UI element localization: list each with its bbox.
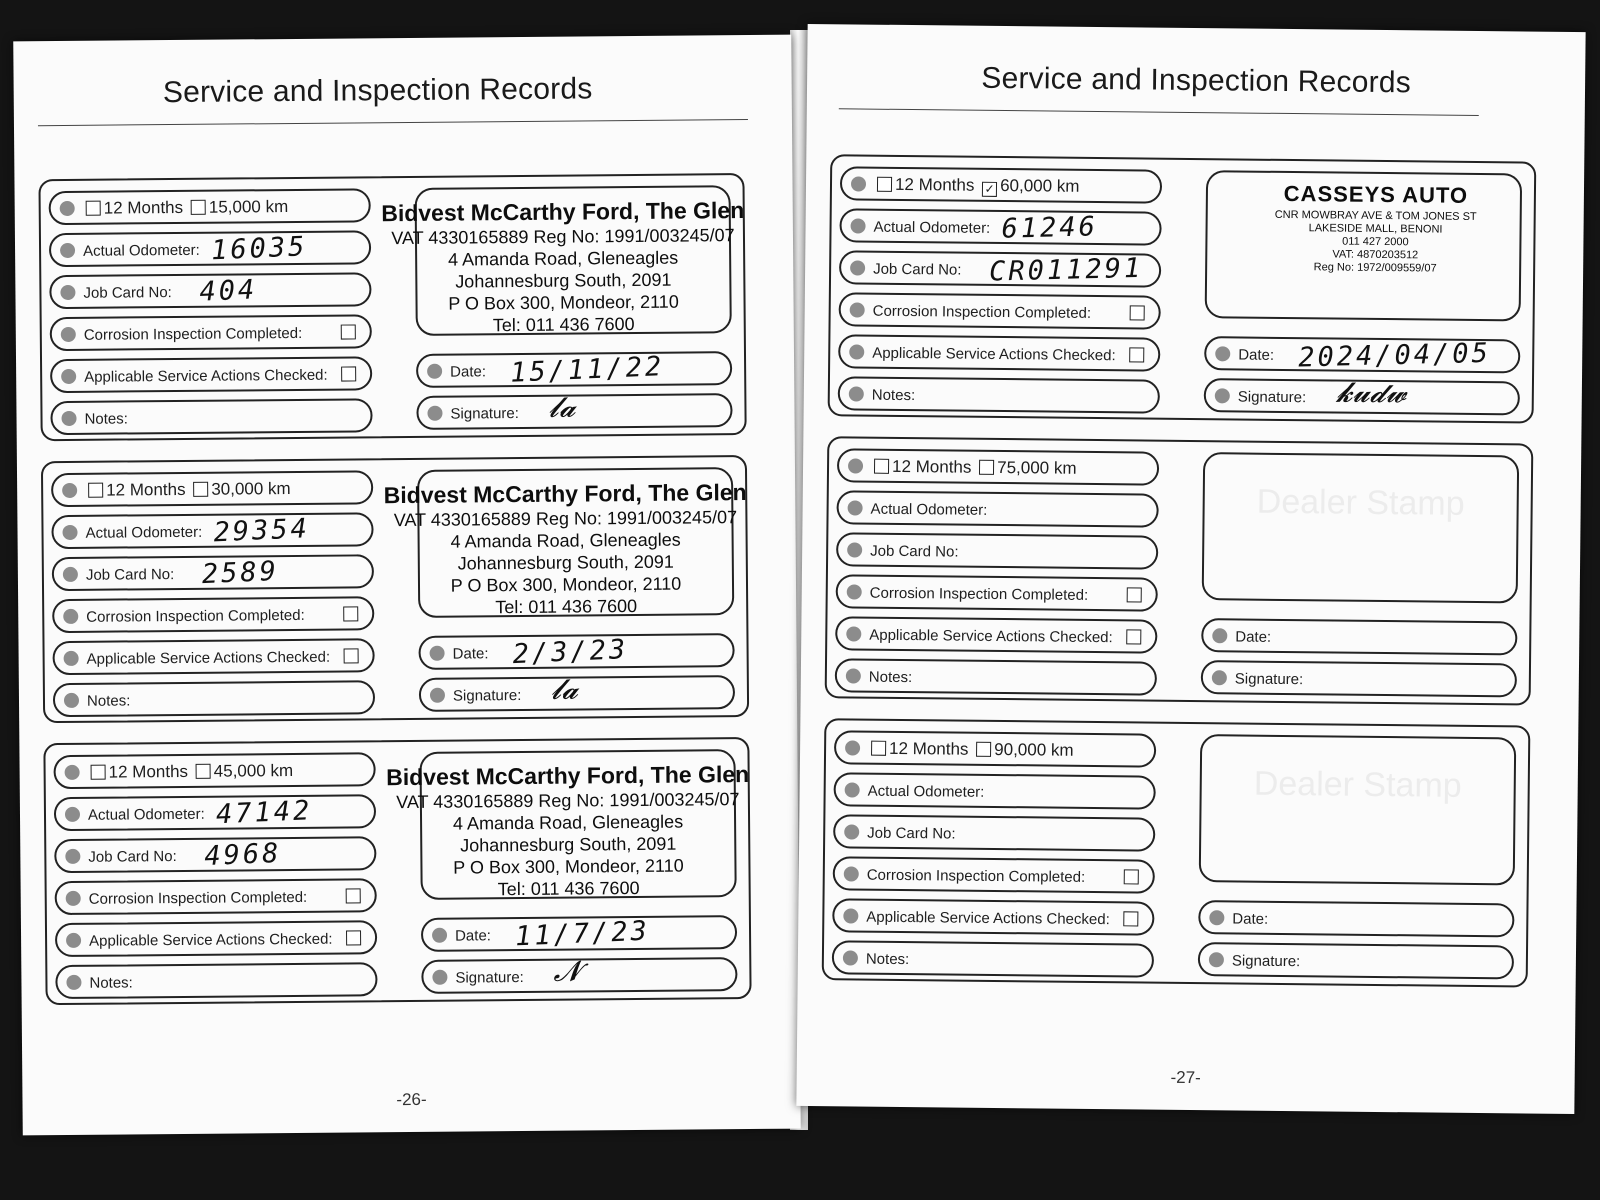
km-checkbox[interactable] <box>193 482 208 497</box>
corrosion-row <box>55 878 377 915</box>
signature-label: Signature: <box>455 968 524 987</box>
dealer-po-box: P O Box 300, Mondeor, 2110 <box>450 573 682 596</box>
notes-label: Notes: <box>868 668 913 687</box>
months-label: 12 Months <box>103 197 184 218</box>
bullet-icon <box>843 950 858 965</box>
page-number: -27- <box>1170 1067 1201 1088</box>
signature-row <box>421 954 737 994</box>
odometer-row <box>833 772 1155 809</box>
bullet-icon <box>1212 670 1227 685</box>
bullet-icon <box>1215 346 1230 361</box>
bullet-icon <box>65 765 80 780</box>
signature-row <box>1204 375 1520 415</box>
service-record-45000 <box>43 737 751 1005</box>
bullet-icon <box>851 176 866 191</box>
service-record-75000 <box>825 436 1534 705</box>
date-label: Date: <box>1235 628 1272 646</box>
bullet-icon <box>849 344 864 359</box>
bullet-icon <box>1212 628 1227 643</box>
job-card-row <box>833 814 1155 851</box>
service-record-15000 <box>38 173 746 441</box>
bullet-icon <box>60 243 75 258</box>
km-label: 75,000 km <box>997 457 1077 478</box>
corrosion-checkbox[interactable] <box>1130 305 1145 320</box>
km-label: 90,000 km <box>994 739 1074 760</box>
corrosion-row <box>833 856 1155 893</box>
notes-label: Notes: <box>89 974 133 992</box>
signature-label: Signature: <box>1234 670 1304 689</box>
km-label: 30,000 km <box>211 479 291 499</box>
dealer-name: CASSEYS AUTO <box>1283 180 1469 208</box>
service-actions-checkbox[interactable] <box>1126 629 1141 644</box>
bullet-icon <box>850 218 865 233</box>
corrosion-row <box>52 596 374 633</box>
months-label: 12 Months <box>891 456 972 477</box>
months-label: 12 Months <box>106 479 186 500</box>
dealer-stamp <box>363 197 764 337</box>
service-actions-row <box>832 898 1154 935</box>
signature-mark[interactable]: 𝓴𝓾𝓭𝔀 <box>1335 375 1407 410</box>
bullet-icon <box>850 302 865 317</box>
signature-row <box>1201 660 1517 697</box>
date-row <box>1201 618 1517 655</box>
dealer-stamp-box <box>383 467 747 618</box>
km-label: 45,000 km <box>213 761 294 781</box>
bullet-icon <box>847 584 862 599</box>
signature-label: Signature: <box>1231 952 1301 971</box>
job-card-label: Job Card No: <box>85 566 175 584</box>
dealer-po-box: P O Box 300, Mondeor, 2110 <box>448 291 679 314</box>
bullet-icon <box>845 782 860 797</box>
bullet-icon <box>427 406 442 421</box>
notes-label: Notes: <box>865 950 910 969</box>
bullet-icon <box>64 693 79 708</box>
job-card-label: Job Card No: <box>88 848 177 866</box>
bullet-icon <box>66 891 81 906</box>
bullet-icon <box>60 201 75 216</box>
interval-row <box>837 448 1159 485</box>
odometer-row <box>836 490 1158 527</box>
corrosion-checkbox[interactable] <box>341 324 356 339</box>
date-row <box>1198 900 1514 937</box>
bullet-icon <box>63 609 78 624</box>
corrosion-checkbox[interactable] <box>343 606 358 621</box>
dealer-stamp-box <box>1202 452 1520 603</box>
page-title: Service and Inspection Records <box>981 61 1412 100</box>
service-actions-row <box>55 920 377 957</box>
dealer-name: Bidvest McCarthy Ford, The Glen <box>381 197 745 227</box>
notes-row <box>53 680 375 717</box>
signature-row <box>1198 942 1514 979</box>
bullet-icon <box>846 668 861 683</box>
km-checkbox[interactable] <box>191 200 206 215</box>
bullet-icon <box>1209 910 1224 925</box>
bullet-icon <box>850 260 865 275</box>
bullet-icon <box>432 970 447 985</box>
dealer-phone: 011 427 2000 <box>1342 235 1409 249</box>
corrosion-label: Corrosion Inspection Completed: <box>88 888 308 908</box>
dealer-phone: Tel: 011 436 7600 <box>492 314 635 336</box>
job-card-label: Job Card No: <box>870 542 959 561</box>
dealer-stamp <box>368 761 769 901</box>
months-label: 12 Months <box>108 761 189 782</box>
bullet-icon <box>61 327 76 342</box>
date-row <box>421 915 737 952</box>
signature-row <box>416 390 732 430</box>
service-actions-checkbox[interactable] <box>346 930 361 945</box>
notes-label: Notes: <box>871 386 916 405</box>
bullet-icon <box>849 386 864 401</box>
corrosion-label: Corrosion Inspection Completed: <box>869 584 1089 604</box>
bullet-icon <box>844 824 859 839</box>
bullet-icon <box>65 849 80 864</box>
job-card-row <box>54 836 376 873</box>
service-actions-row <box>838 334 1160 371</box>
months-checkbox[interactable] <box>88 483 103 498</box>
bullet-icon <box>63 567 78 582</box>
service-record-90000 <box>822 718 1531 987</box>
odometer-label: Actual Odometer: <box>870 500 988 519</box>
odometer-row <box>839 208 1161 245</box>
service-actions-row <box>835 616 1157 653</box>
right-page <box>796 24 1585 1114</box>
date-label: Date: <box>452 645 489 663</box>
dealer-name: Bidvest McCarthy Ford, The Glen <box>383 479 747 509</box>
dealer-city: Johannesburg South, 2091 <box>457 551 674 574</box>
corrosion-checkbox[interactable] <box>1127 587 1142 602</box>
bullet-icon <box>1215 388 1230 403</box>
bullet-icon <box>843 908 858 923</box>
date-value[interactable]: 2024/04/05 <box>1297 337 1492 374</box>
service-actions-label: Applicable Service Actions Checked: <box>866 908 1110 929</box>
signature-mark[interactable]: 𝓝 <box>553 954 581 988</box>
months-label: 12 Months <box>894 174 975 195</box>
service-record-30000 <box>41 455 749 723</box>
job-card-row <box>52 554 374 591</box>
service-actions-checkbox[interactable] <box>341 366 356 381</box>
bullet-icon <box>847 542 862 557</box>
months-checkbox[interactable] <box>871 741 886 756</box>
date-row <box>1204 336 1520 373</box>
signature-row <box>419 672 735 712</box>
title-divider <box>839 108 1479 116</box>
odometer-value[interactable]: 61246 <box>1001 211 1099 245</box>
dealer-stamp-box <box>1205 170 1523 321</box>
dealer-po-box: P O Box 300, Mondeor, 2110 <box>453 855 684 878</box>
signature-label: Signature: <box>452 687 522 705</box>
odometer-label: Actual Odometer: <box>873 218 991 237</box>
dealer-phone: Tel: 011 436 7600 <box>495 595 638 618</box>
service-actions-row <box>52 638 374 675</box>
dealer-address: 4 Amanda Road, Gleneagles <box>447 247 679 270</box>
dealer-name: Bidvest McCarthy Ford, The Glen <box>386 761 750 791</box>
odometer-row <box>54 794 376 831</box>
date-row <box>418 633 734 670</box>
interval-row <box>51 470 373 507</box>
bullet-icon <box>65 807 80 822</box>
service-actions-label: Applicable Service Actions Checked: <box>86 648 331 668</box>
date-row <box>416 351 732 388</box>
corrosion-label: Corrosion Inspection Completed: <box>866 866 1086 886</box>
page-title: Service and Inspection Records <box>162 72 593 110</box>
bullet-icon <box>66 933 81 948</box>
bullet-icon <box>427 364 442 379</box>
service-actions-label: Applicable Service Actions Checked: <box>869 626 1113 647</box>
page-number: -26- <box>396 1089 427 1110</box>
bullet-icon <box>432 928 447 943</box>
date-value[interactable]: 11/7/23 <box>514 915 651 953</box>
bullet-icon <box>61 411 76 426</box>
odometer-label: Actual Odometer: <box>83 241 200 260</box>
bullet-icon <box>62 525 77 540</box>
notes-row <box>50 398 372 435</box>
job-card-value[interactable]: 4968 <box>203 837 283 873</box>
dealer-stamp-placeholder: Dealer Stamp <box>1253 764 1462 805</box>
date-label: Date: <box>454 927 491 945</box>
date-label: Date: <box>1232 910 1269 928</box>
dealer-vat: VAT: 4870203512 <box>1332 248 1419 262</box>
signature-label: Signature: <box>450 405 519 423</box>
service-actions-checkbox[interactable] <box>1129 347 1144 362</box>
corrosion-row <box>50 314 372 351</box>
date-value[interactable]: 2/3/23 <box>511 634 629 671</box>
bullet-icon <box>64 651 79 666</box>
job-card-label: Job Card No: <box>83 284 172 302</box>
date-label: Date: <box>450 363 487 381</box>
service-actions-checkbox[interactable] <box>1123 911 1138 926</box>
job-card-value[interactable]: 2589 <box>201 555 280 591</box>
corrosion-row <box>836 574 1158 611</box>
bullet-icon <box>61 369 76 384</box>
odometer-row <box>49 230 371 267</box>
notes-row <box>55 962 377 999</box>
dealer-stamp-placeholder: Dealer Stamp <box>1256 482 1465 523</box>
odometer-row <box>51 512 373 549</box>
months-label: 12 Months <box>889 738 969 759</box>
date-label: Date: <box>1238 346 1275 364</box>
odometer-value[interactable]: 29354 <box>212 513 311 549</box>
job-card-label: Job Card No: <box>873 260 962 279</box>
odometer-label: Actual Odometer: <box>85 523 203 542</box>
bullet-icon <box>844 866 859 881</box>
dealer-reg: Reg No: 1972/009559/07 <box>1313 261 1437 275</box>
left-page <box>13 35 801 1136</box>
bullet-icon <box>66 975 81 990</box>
odometer-label: Actual Odometer: <box>87 805 205 824</box>
job-card-label: Job Card No: <box>867 824 956 843</box>
bullet-icon <box>1209 952 1224 967</box>
date-value[interactable]: 15/11/22 <box>509 351 665 389</box>
months-checkbox[interactable] <box>86 201 101 216</box>
bullet-icon <box>60 285 75 300</box>
months-checkbox[interactable] <box>874 459 889 474</box>
signature-mark[interactable]: 𝓵𝓪 <box>550 672 579 706</box>
service-actions-label: Applicable Service Actions Checked: <box>872 344 1116 365</box>
dealer-stamp-box <box>386 749 750 900</box>
corrosion-checkbox[interactable] <box>346 888 361 903</box>
dealer-address: CNR MOWBRAY AVE & TOM JONES ST <box>1274 208 1477 223</box>
interval-row <box>840 166 1162 203</box>
dealer-address: 4 Amanda Road, Gleneagles <box>452 811 684 834</box>
dealer-stamp-box <box>381 185 745 336</box>
bullet-icon <box>845 740 860 755</box>
odometer-value[interactable]: 16035 <box>210 231 308 267</box>
corrosion-label: Corrosion Inspection Completed: <box>86 606 305 626</box>
km-checkbox[interactable] <box>976 742 991 757</box>
dealer-stamp <box>1225 178 1526 276</box>
months-checkbox[interactable] <box>91 765 106 780</box>
notes-row <box>838 376 1160 413</box>
dealer-city: Johannesburg South, 2091 <box>460 833 677 856</box>
dealer-location: LAKESIDE MALL, BENONI <box>1308 222 1443 236</box>
km-label: 60,000 km <box>1000 175 1080 196</box>
service-record-60000 <box>828 154 1537 423</box>
job-card-row <box>49 272 371 309</box>
signature-mark[interactable]: 𝓵𝓪 <box>548 390 576 424</box>
bullet-icon <box>848 458 863 473</box>
dealer-stamp-box <box>1199 734 1517 885</box>
job-card-value[interactable]: CR011291 <box>988 252 1144 288</box>
notes-label: Notes: <box>86 692 131 710</box>
bullet-icon <box>846 626 861 641</box>
odometer-label: Actual Odometer: <box>867 782 985 801</box>
bullet-icon <box>848 500 863 515</box>
notes-row <box>835 658 1157 695</box>
km-checkbox[interactable] <box>196 764 211 779</box>
notes-label: Notes: <box>84 410 128 428</box>
km-checkbox[interactable]: ✓ <box>982 182 997 197</box>
service-actions-label: Applicable Service Actions Checked: <box>84 366 328 386</box>
dealer-address: 4 Amanda Road, Gleneagles <box>450 529 681 552</box>
dealer-phone: Tel: 011 436 7600 <box>497 877 640 900</box>
bullet-icon <box>62 483 77 498</box>
bullet-icon <box>430 688 445 703</box>
job-card-value[interactable]: 404 <box>198 274 258 308</box>
corrosion-row <box>839 292 1161 329</box>
corrosion-label: Corrosion Inspection Completed: <box>872 302 1092 322</box>
service-actions-label: Applicable Service Actions Checked: <box>89 930 333 950</box>
dealer-vat-reg: VAT 4330165889 Reg No: 1991/003245/07 <box>393 507 738 531</box>
title-divider <box>38 119 748 126</box>
dealer-vat-reg: VAT 4330165889 Reg No: 1991/003245/07 <box>396 789 740 813</box>
interval-row <box>49 188 371 225</box>
km-label: 15,000 km <box>208 197 289 217</box>
dealer-vat-reg: VAT 4330165889 Reg No: 1991/003245/07 <box>391 225 735 249</box>
service-actions-row <box>50 356 372 393</box>
interval-row <box>53 752 375 789</box>
dealer-city: Johannesburg South, 2091 <box>455 269 672 292</box>
job-card-row <box>836 532 1158 569</box>
notes-row <box>832 940 1154 977</box>
interval-row <box>834 730 1156 767</box>
corrosion-label: Corrosion Inspection Completed: <box>83 324 303 344</box>
months-checkbox[interactable] <box>877 177 892 192</box>
corrosion-checkbox[interactable] <box>1124 869 1139 884</box>
bullet-icon <box>430 646 445 661</box>
job-card-row <box>839 250 1161 287</box>
km-checkbox[interactable] <box>979 460 994 475</box>
dealer-stamp <box>365 479 766 619</box>
odometer-value[interactable]: 47142 <box>215 795 313 831</box>
signature-label: Signature: <box>1237 388 1307 407</box>
service-actions-checkbox[interactable] <box>344 648 359 663</box>
